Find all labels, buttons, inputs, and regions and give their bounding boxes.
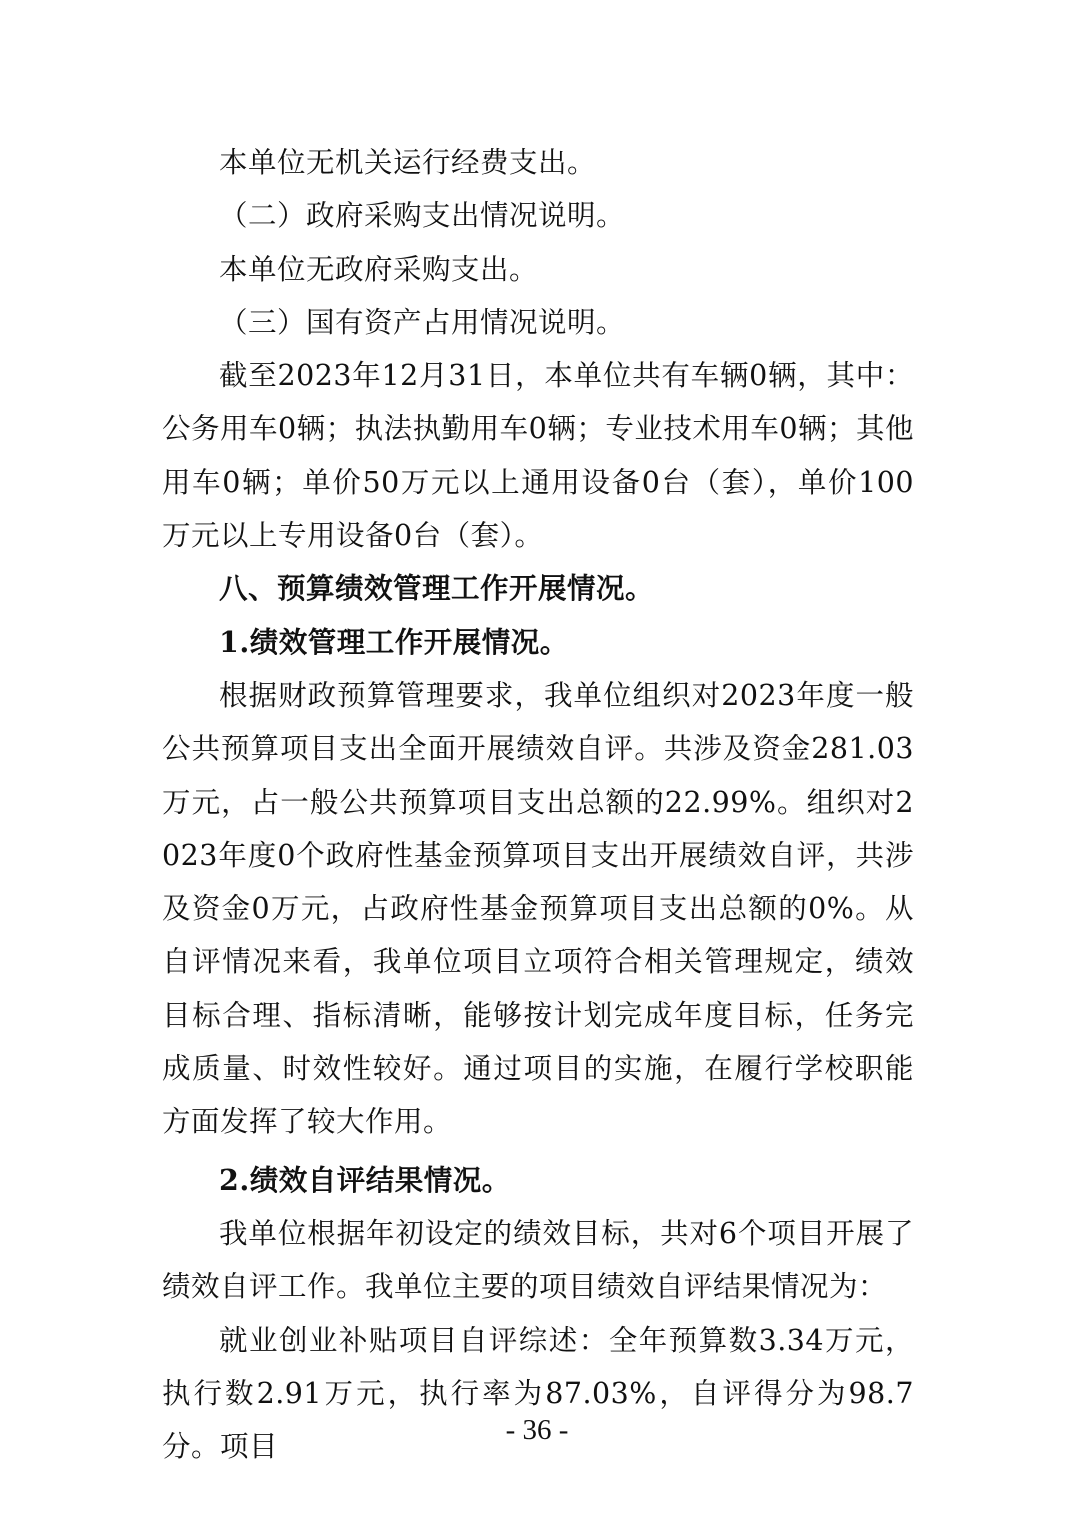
paragraph-vehicles-equipment: 截至2023年12月31日，本单位共有车辆0辆，其中：公务用车0辆；执法执勤用车0辆；专业技术用车0辆；其他用车0辆；单价50万元以上通用设备0台（套），单价100 万元以上专用设备0台（套）。 bbox=[162, 359, 914, 553]
page-number: - 36 - bbox=[505, 1414, 569, 1446]
section-heading-performance-management: 八、预算绩效管理工作开展情况。 bbox=[219, 571, 655, 606]
subsection-heading-management-work: 1.绩效管理工作开展情况。 bbox=[219, 624, 569, 659]
paragraph-evaluated-projects: 我单位根据年初设定的绩效目标，共对6个项目开展了绩效自评工作。我单位主要的项目绩效自评结果情况为： bbox=[162, 1216, 914, 1304]
paragraph-no-operating-expense: 本单位无机关运行经费支出。 bbox=[219, 146, 597, 179]
paragraph-self-evaluation-overview: 根据财政预算管理要求，我单位组织对2023年度一般公共预算项目支出全面开展绩效自评。共涉及资金281.03万元，占一般公共预算项目支出总额的22.99%。组织对2023年度0个政府性基金预算项目支出开展绩效自评，共涉及资金0万元，占政府性基金预算项目支出总额的0%。从自评情况来看，我单位项目立项符合相关管理规定，绩效目标合理、指标清晰，能够按计划完成年度目标，任务完成质量、时效性较好。通过项目的实施，在履行学校职能方面发挥了较大作用。 bbox=[162, 678, 914, 1139]
document-body bbox=[162, 136, 914, 1473]
paragraph-no-procurement: 本单位无政府采购支出。 bbox=[219, 252, 539, 286]
subheading-state-assets: （三）国有资产占用情况说明。 bbox=[219, 305, 626, 339]
subsection-heading-self-evaluation-results: 2.绩效自评结果情况。 bbox=[219, 1162, 511, 1197]
paragraph-employment-subsidy-project: 就业创业补贴项目自评综述：全年预算数3.34万元，执行数2.91万元，执行率为87.03%，自评得分为98.7分。项目 bbox=[162, 1323, 914, 1464]
subheading-government-procurement: （二）政府采购支出情况说明。 bbox=[219, 199, 626, 233]
